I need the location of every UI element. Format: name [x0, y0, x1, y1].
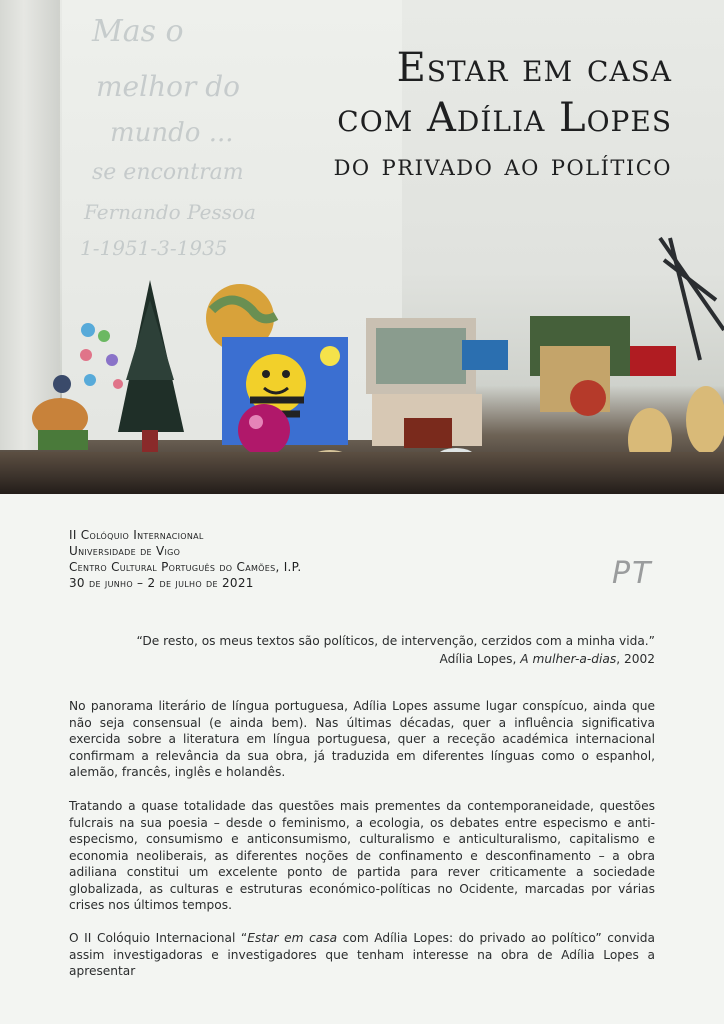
title-line-2: com Adília Lopes: [337, 95, 672, 141]
language-code: PT: [612, 556, 653, 591]
quote-work: A mulher-a-dias: [520, 652, 617, 666]
handwriting-line: Mas o: [92, 14, 184, 49]
quote-attribution: [136, 650, 655, 668]
event-name: II Colóquio Internacional: [69, 528, 204, 542]
cultural-center: Centro Cultural Português do Camões, I.P.: [69, 560, 302, 574]
handwriting-line: melhor do: [96, 70, 241, 103]
title-line-1: Estar em casa: [396, 45, 672, 91]
red-box: [404, 418, 452, 448]
event-info: [69, 527, 301, 591]
paragraph-3-start: O II Colóquio Internacional “: [69, 931, 248, 945]
cover-photo: [0, 0, 724, 494]
shelf: [0, 452, 724, 494]
handwriting-line: mundo ...: [110, 118, 234, 148]
red-lantern: [630, 346, 676, 376]
angel-figure: [686, 386, 724, 454]
university: Universidade de Vigo: [69, 544, 181, 558]
blue-box: [462, 340, 508, 370]
epigraph: [136, 632, 655, 668]
camel-figure: [32, 375, 88, 450]
paragraph-1: No panorama literário de língua portuguesa, Adília Lopes assume lugar conspícuo, ainda que não seja consensual (e ainda bem). Nas últimas décadas, quer a influência significativa exercida sobre a literatura em língua portuguesa, quer a receção académica internacional confirmam a relevância da sua obra, já traduzida em diferentes línguas como o espanhol, alemão, francês, inglês e holandês.: [69, 699, 655, 779]
subtitle: do privado ao político: [333, 148, 672, 183]
crane-toy: [660, 238, 724, 360]
quote-text: “De resto, os meus textos são políticos, de intervenção, cerzidos com a minha vida.”: [136, 634, 655, 648]
event-dates: 30 de junho – 2 de julho de 2021: [69, 576, 254, 590]
handwriting-line: Fernando Pessoa: [84, 200, 256, 224]
handwriting-line: se encontram: [92, 160, 244, 185]
red-toy: [570, 380, 606, 416]
frame-picture: [376, 328, 466, 384]
quote-year: , 2002: [616, 652, 655, 666]
paragraph-3-end: com Adília Lopes: do privado ao político” convida assim investigadoras e investigadores que tenham interesse na obra de Adília Lopes a apresentar: [69, 931, 655, 978]
handwriting-line: 1-1951-3-1935: [80, 236, 228, 260]
quote-author: Adília Lopes,: [439, 652, 521, 666]
christmas-tree: [118, 280, 184, 452]
bauble: [238, 404, 290, 456]
cat-stickers: [80, 323, 123, 389]
paragraph-3: [69, 930, 655, 980]
paragraph-3-emphasis: Estar em casa: [247, 931, 338, 945]
paragraph-2: Tratando a quase totalidade das questões mais prementes da contemporaneidade, questões fulcrais na sua poesia – desde o feminismo, a ecologia, os debates entre especismo e anti-especismo, consumismo e anticonsumismo, culturalismo e anticulturalismo, capitalismo e economia neoliberais, as diferentes noções de confinamento e desconfinamento – a obra adiliana constitui um excelente ponto de partida para rever criticamente a sociedade globalizada, as culturas e estruturas económico-políticas no Ocidente, marcadas por várias crises nos últimos tempos.: [69, 799, 655, 912]
